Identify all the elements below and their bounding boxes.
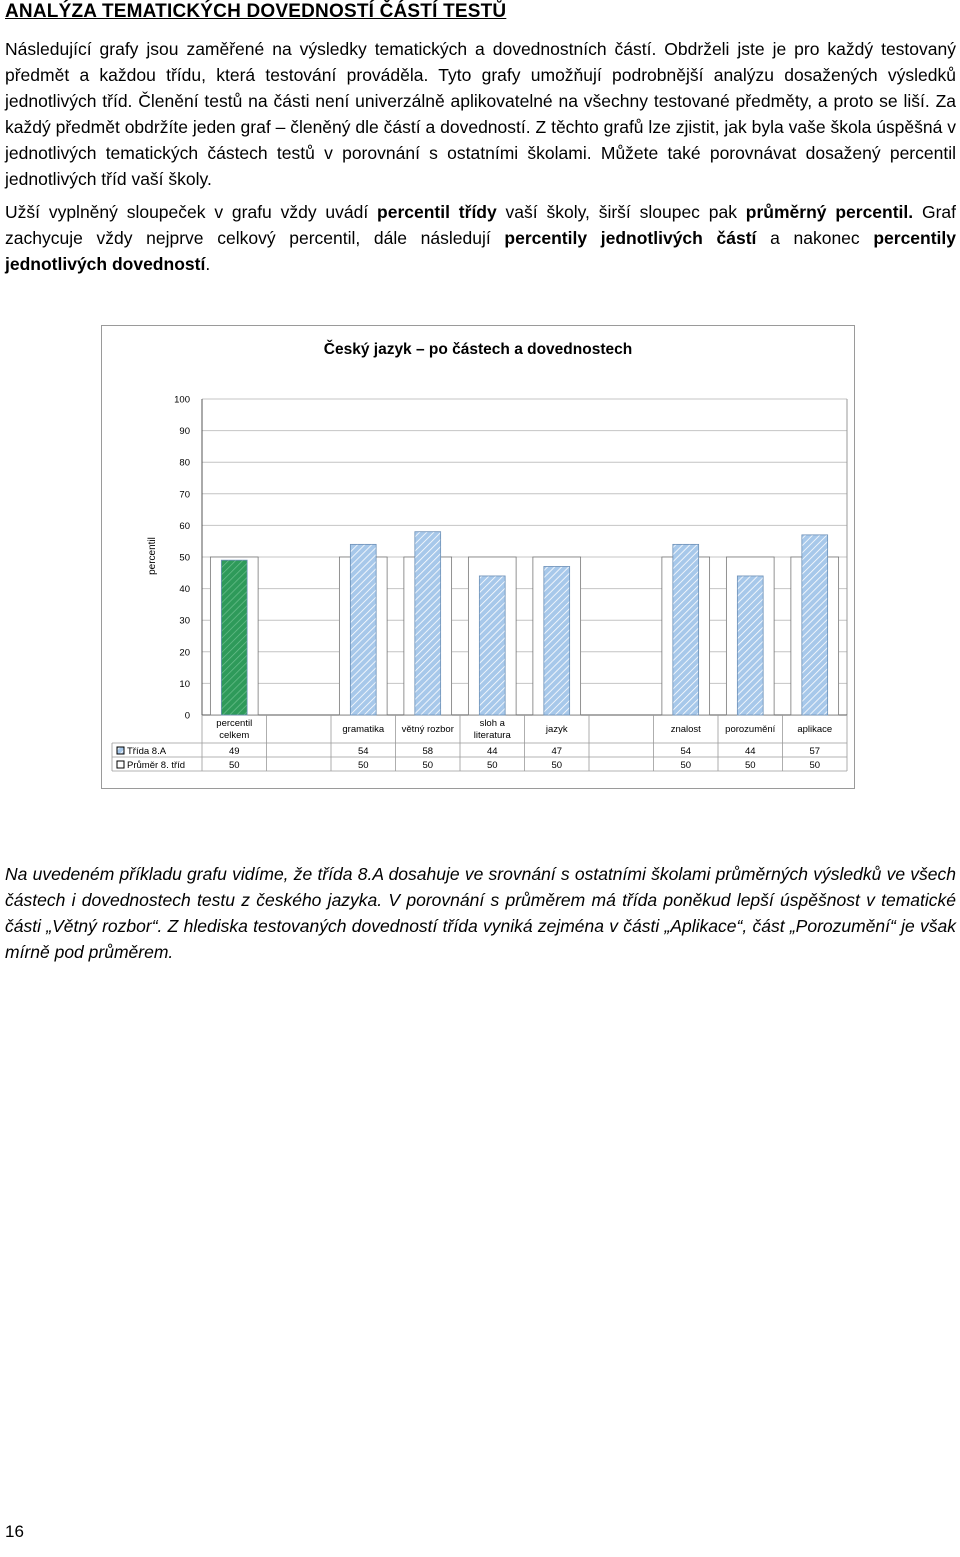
table-value: 50 (744, 760, 756, 771)
bar-class (544, 566, 570, 715)
y-tick-label: 0 (184, 710, 190, 722)
y-tick-label: 100 (174, 394, 190, 406)
legend-label: Třída 8.A (127, 746, 167, 757)
table-value: 54 (357, 746, 369, 757)
y-tick-label: 40 (179, 584, 190, 596)
table-value: 50 (422, 760, 434, 771)
y-axis-label: percentil (147, 537, 158, 575)
bar-class (673, 544, 699, 715)
chart-figure (101, 325, 855, 789)
x-category-label: porozumění (725, 724, 776, 735)
bar-class (737, 576, 763, 715)
y-tick-label: 80 (179, 457, 190, 469)
emphasis-part-percentiles: percentily jednotlivých částí (504, 228, 757, 248)
intro-paragraph: Následující grafy jsou zaměřené na výsledky tematických a dovednostních částí. Obdrželi jste je pro každý testovaný předmět a každou třídu, která testování prováděla. Tyto grafy umožňují podrobnější analýzu dosažených výsledků jednotlivých tříd. Členění testů na části není univerzálně aplikovatelné na všechny testované předměty, a proto se liší. Za každý předmět obdržíte jeden graf – členěný dle částí a dovedností. Z těchto grafů lze zjistit, jak byla vaše škola úspěšná v jednotlivých tematických částech testů v porovnání s ostatními školami. Můžete také porovnávat dosažený percentil jednotlivých tříd vaší školy. (5, 39, 956, 189)
table-value: 57 (809, 746, 821, 757)
x-category-label: gramatika (342, 724, 385, 735)
y-tick-label: 70 (179, 489, 190, 501)
table-value: 50 (357, 760, 369, 771)
table-value: 50 (228, 760, 240, 771)
bar-class (350, 544, 376, 715)
table-value: 44 (486, 746, 498, 757)
y-tick-label: 20 (179, 647, 190, 659)
interpretation-note: Na uvedeném příkladu grafu vidíme, že třída 8.A dosahuje ve srovnání s ostatními školami průměrných výsledků ve všech částech i dovednostech testu z českého jazyka. V porovnání s průměrem má třída poněkud lepší úspěšnost v tematické části „Větný rozbor“. Z hlediska testovaných dovedností třída vyniká zejména v části „Aplikace“, část „Porozumění“ je však mírně pod průměrem. (5, 864, 956, 962)
y-tick-label: 10 (179, 678, 190, 690)
bar-class (479, 576, 505, 715)
x-category-label: jazyk (545, 724, 568, 735)
legend-swatch (117, 761, 124, 768)
y-tick-label: 50 (179, 552, 190, 564)
chart-title: Český jazyk – po částech a dovednostech (323, 341, 633, 358)
text-run: . (205, 254, 211, 274)
table-value: 58 (422, 746, 434, 757)
emphasis-average-percentile: průměrný percentil. (745, 202, 914, 222)
x-category-label: percentil (216, 718, 253, 729)
table-value: 50 (809, 760, 821, 771)
x-category-label: literatura (473, 730, 511, 741)
x-category-label: celkem (219, 730, 250, 741)
bar-chart (102, 326, 856, 790)
table-value: 50 (680, 760, 692, 771)
x-category-label: znalost (670, 724, 701, 735)
y-tick-label: 60 (179, 520, 190, 532)
page-number: 16 (5, 1522, 24, 1541)
table-value: 44 (744, 746, 756, 757)
y-tick-label: 30 (179, 615, 190, 627)
text-run: a nakonec (756, 228, 874, 248)
table-value: 54 (680, 746, 692, 757)
legend-label: Průměr 8. tříd (127, 760, 186, 771)
text-run: Graf zachycuje vždy nejprve celkový percentil, dále následují (5, 202, 956, 248)
legend-explanation-paragraph (5, 199, 956, 277)
text-run: vaší školy, širší sloupec pak (496, 202, 746, 222)
page-title: ANALÝZA TEMATICKÝCH DOVEDNOSTÍ ČÁSTÍ TESTŮ (5, 1, 507, 22)
emphasis-skill-percentiles: percentily jednotlivých dovedností (5, 228, 957, 274)
y-tick-label: 90 (179, 426, 190, 438)
x-category-label: větný rozbor (401, 724, 454, 735)
table-value: 50 (486, 760, 498, 771)
bar-class (221, 560, 247, 715)
table-value: 50 (551, 760, 563, 771)
x-category-label: aplikace (797, 724, 833, 735)
legend-swatch (117, 747, 124, 754)
x-category-label: sloh a (479, 718, 505, 729)
bar-class (802, 535, 828, 715)
emphasis-class-percentile: percentil třídy (377, 202, 497, 222)
table-value: 49 (228, 746, 240, 757)
bar-class (415, 532, 441, 715)
text-run: Užší vyplněný sloupeček v grafu vždy uvádí (5, 202, 378, 222)
table-value: 47 (551, 746, 563, 757)
